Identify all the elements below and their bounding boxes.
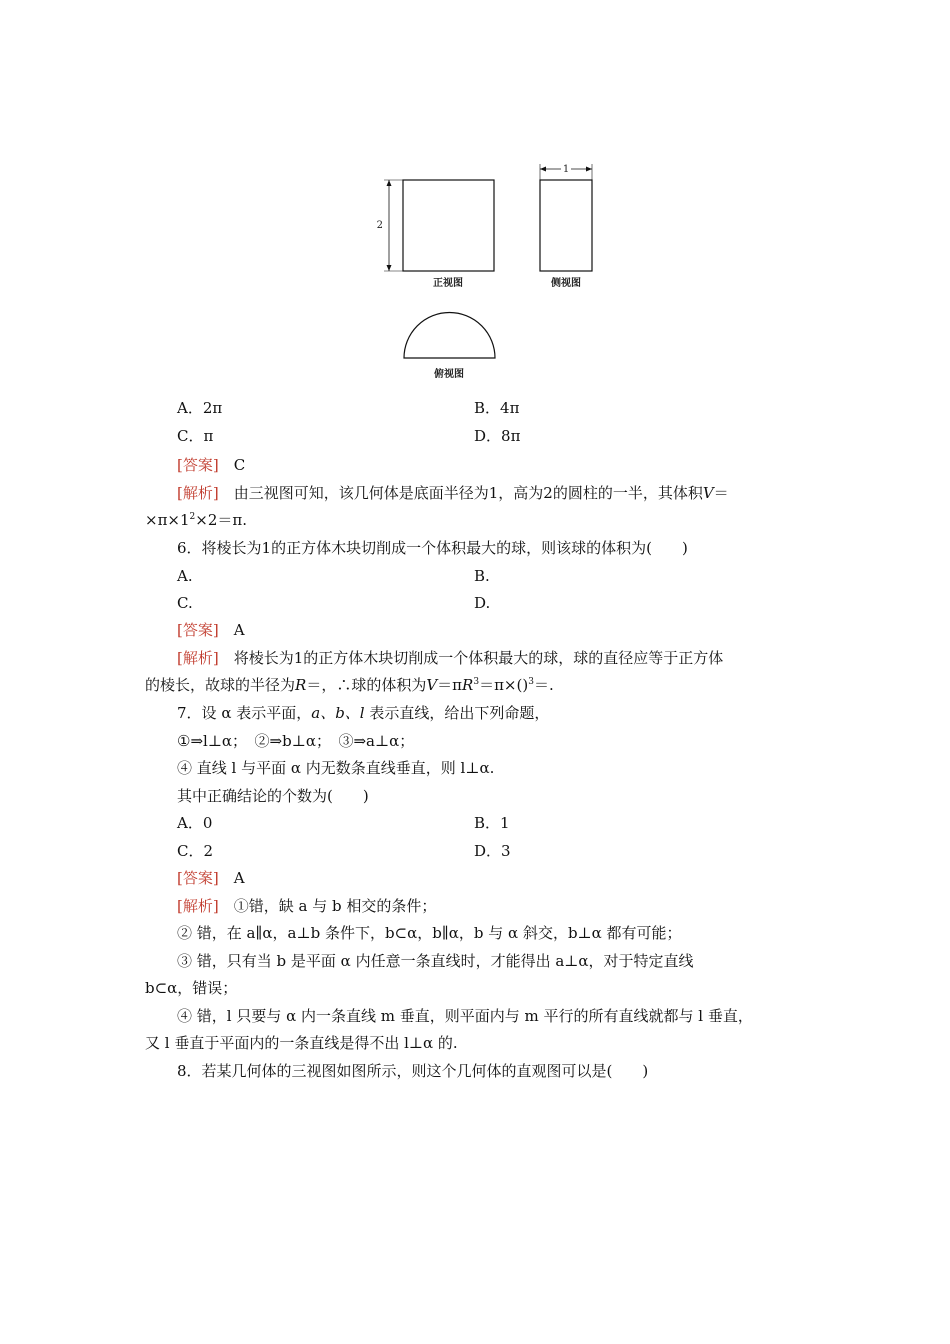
- analysis-tag: [解析]: [177, 484, 219, 502]
- q8-stem: 8．若某几何体的三视图如图所示，则这个几何体的直观图可以是( ): [177, 1062, 649, 1080]
- width-arrow-right: [586, 167, 592, 172]
- q7-ask: 其中正确结论的个数为( ): [177, 787, 369, 805]
- q7-analysis-line-4b: 又 l 垂直于平面内的一条直线是得不出 l⊥α 的.: [145, 1034, 458, 1052]
- q7-answer-value: A: [233, 869, 245, 887]
- q6-option-c: C.: [177, 594, 193, 612]
- q5-analysis-text-1: 由三视图可知，该几何体是底面半径为1，高为2的圆柱的一半，其体积: [233, 484, 703, 502]
- q6-answer: [177, 620, 842, 640]
- q7-analysis-line-3b: b⊂α，错误；: [145, 979, 238, 997]
- side-view-rect: [540, 180, 592, 271]
- three-view-figure: [370, 155, 610, 385]
- answer-tag: [答案]: [177, 621, 219, 639]
- q6-var-r: R: [295, 676, 307, 694]
- q7-stem-a: 7．设: [177, 704, 217, 722]
- top-view-semicircle: [404, 313, 495, 359]
- q7-option-d: D．3: [474, 842, 511, 860]
- q5-answer-value: C: [233, 456, 246, 474]
- q6-analysis-line-2: [145, 675, 810, 695]
- q7-option-c: C．2: [177, 842, 214, 860]
- q5-options-row-2: [177, 426, 842, 446]
- q6-sup-2: 3: [528, 677, 534, 687]
- height-arrow-down: [387, 265, 392, 271]
- answer-tag: [答案]: [177, 869, 219, 887]
- q7-stem-c: 表示直线，给出下列命题，: [369, 704, 550, 722]
- q7-analysis-line-1: [177, 896, 842, 916]
- three-view-drawing: [370, 155, 610, 385]
- q7-option-a: A．0: [177, 814, 213, 832]
- front-view-label: 正视图: [433, 278, 463, 289]
- height-arrow-up: [387, 180, 392, 186]
- q7-options-row-1: [177, 813, 842, 833]
- q7-stem-vars: a、b、l: [311, 704, 365, 722]
- analysis-tag: [解析]: [177, 897, 219, 915]
- q7-stem-b: 表示平面，: [236, 704, 312, 722]
- q7-analysis-line-2: ② 错，在 a∥α，a⊥b 条件下，b⊂α，b∥α，b 与 α 斜交，b⊥α 都有可能；: [177, 924, 682, 942]
- q7-stem: [177, 703, 842, 723]
- q6-analysis-text-2d: ＝π×(): [479, 676, 529, 694]
- q6-answer-value: A: [233, 621, 245, 639]
- q6-analysis-line-1: [177, 648, 842, 668]
- q6-option-d: D.: [474, 594, 491, 612]
- q7-prop-4: ④ 直线 l 与平面 α 内无数条直线垂直，则 l⊥α.: [177, 759, 495, 777]
- q5-option-c: C．π: [177, 427, 214, 445]
- q6-var-r2: R: [462, 676, 474, 694]
- q6-analysis-text-2e: ＝.: [533, 676, 554, 694]
- q7-analysis-line-3a: ③ 错，只有当 b 是平面 α 内任意一条直线时，才能得出 a⊥α，对于特定直线: [177, 952, 694, 970]
- analysis-tag: [解析]: [177, 649, 219, 667]
- q6-analysis-text-2b: ＝，∴球的体积为: [306, 676, 427, 694]
- q5-answer: [177, 455, 842, 475]
- q5-analysis-sup: 2: [189, 512, 196, 522]
- q7-analysis-line-4a: ④ 错，l 只要与 α 内一条直线 m 垂直，则平面内与 m 平行的所有直线就都与 l 垂直，: [177, 1007, 753, 1025]
- q7-answer: [177, 868, 842, 888]
- q7-stem-alpha: α: [221, 704, 232, 722]
- height-label: 2: [376, 220, 383, 231]
- q7-props-123: ①⇒l⊥α； ②⇒b⊥α； ③⇒a⊥α；: [177, 732, 415, 750]
- q6-analysis-text-2c: ＝π: [437, 676, 463, 694]
- front-view-rect: [403, 180, 494, 271]
- q5-option-d: D．8π: [474, 427, 521, 445]
- q6-options-row-1: [177, 566, 842, 586]
- q6-options-row-2: [177, 593, 842, 613]
- top-view-label: 俯视图: [434, 369, 464, 380]
- q5-options-row-1: [177, 398, 842, 418]
- q6-stem: 6．将棱长为1的正方体木块切削成一个体积最大的球，则该球的体积为( ): [177, 539, 688, 557]
- q6-option-a: A.: [177, 567, 193, 585]
- q5-analysis-text-1-end: ＝: [713, 484, 729, 502]
- q5-analysis-line-2: [145, 510, 810, 530]
- width-label: 1: [562, 164, 570, 175]
- q5-analysis-text-2a: ×π×1: [145, 511, 190, 529]
- q7-analysis-text-1: ①错，缺 a 与 b 相交的条件；: [233, 897, 437, 915]
- q7-options-row-2: [177, 841, 842, 861]
- q5-option-a: A．2π: [177, 399, 223, 417]
- q6-sup-1: 3: [473, 677, 480, 687]
- q5-analysis-line-1: [177, 483, 810, 503]
- q5-analysis-text-2b: ×2＝π.: [195, 511, 248, 529]
- width-arrow-left: [540, 167, 546, 172]
- q6-option-b: B.: [474, 567, 490, 585]
- q6-analysis-text-1: 将棱长为1的正方体木块切削成一个体积最大的球，球的直径应等于正方体: [233, 649, 724, 667]
- q7-option-b: B．1: [474, 814, 510, 832]
- answer-tag: [答案]: [177, 456, 219, 474]
- q5-analysis-var-v: V: [702, 484, 714, 502]
- q6-var-v: V: [426, 676, 438, 694]
- side-view-label: 侧视图: [551, 278, 581, 289]
- q6-analysis-text-2a: 的棱长，故球的半径为: [145, 676, 296, 694]
- q5-option-b: B．4π: [474, 399, 520, 417]
